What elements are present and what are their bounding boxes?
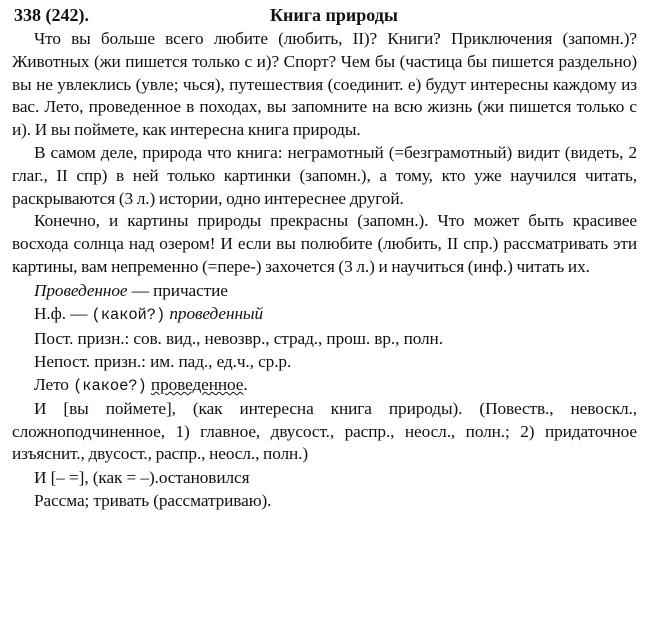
sentence-scheme: И [– =], (как = –).остановился [34, 468, 250, 488]
initial-form-word: проведенный [165, 303, 264, 323]
participle-word: проведенное [150, 374, 244, 394]
analysis-line-3: Пост. призн.: сов. вид., невозвр., страд., прош. вр., полн. [34, 328, 443, 348]
initial-form-label: Н.ф. — [34, 303, 92, 323]
exercise-number: 338 (242). [14, 5, 89, 25]
exercise-title: Книга природы [270, 5, 398, 25]
analysis-word: Проведенное [34, 280, 128, 300]
analysis-type: — причастие [127, 280, 228, 300]
analysis-line-4: Непост. призн.: им. пад., ед.ч., ср.р. [34, 351, 292, 371]
noun-word: Лето [34, 374, 74, 394]
analysis-line-5 [12, 373, 637, 398]
syntax-analysis: И [вы поймете], (как интересна книга природы). (Повеств., невоскл., сложноподчиненное, 1) главное, двусост., распр., неосл., полн.; 2) придаточное изъяснит., двусост., распр., неосл., полн.) [12, 398, 637, 464]
paragraph-1: Что вы больше всего любите (любить, II)? Книги? Приключения (запомн.)? Животных (жи пишется только с и)? Спорт? Чем бы (частица бы пишется раздельно) вы не увлеклись (увле; чься), путешествия (соединит. е) будут интересны каждому из вас. Лето, проведенное в походах, вы запомните на всю жизнь (жи пишется только с и). И вы поймете, как интересна книга природы. [12, 29, 637, 140]
exercise-heading [12, 2, 637, 28]
paragraph-3: Конечно, и картины природы прекрасны (запомн.). Что может быть красивее восхода солнца над озером! И если вы полюбите (любить, II спр.) рассматривать эти картины, вам непременно (=пере-) захочется (3 л.) и научиться (инф.) читать их. [12, 211, 637, 276]
question-what-kind: (какой?) [91, 305, 166, 324]
question-neuter: (какое?) [73, 376, 147, 395]
analysis-line-2 [12, 302, 637, 327]
period: . [243, 374, 248, 394]
paragraph-2: В самом деле, природа что книга: неграмотный (=безграмотный) видит (видеть, 2 глаг., II спр) в ней только картинки (запомн.), а тому, кто уже научился читать, раскрываются (3 л.) истории, одно интереснее другой. [12, 142, 637, 208]
analysis-line-1 [12, 279, 637, 302]
morphemic-analysis: Рассма; тривать (рассматриваю). [34, 491, 272, 511]
